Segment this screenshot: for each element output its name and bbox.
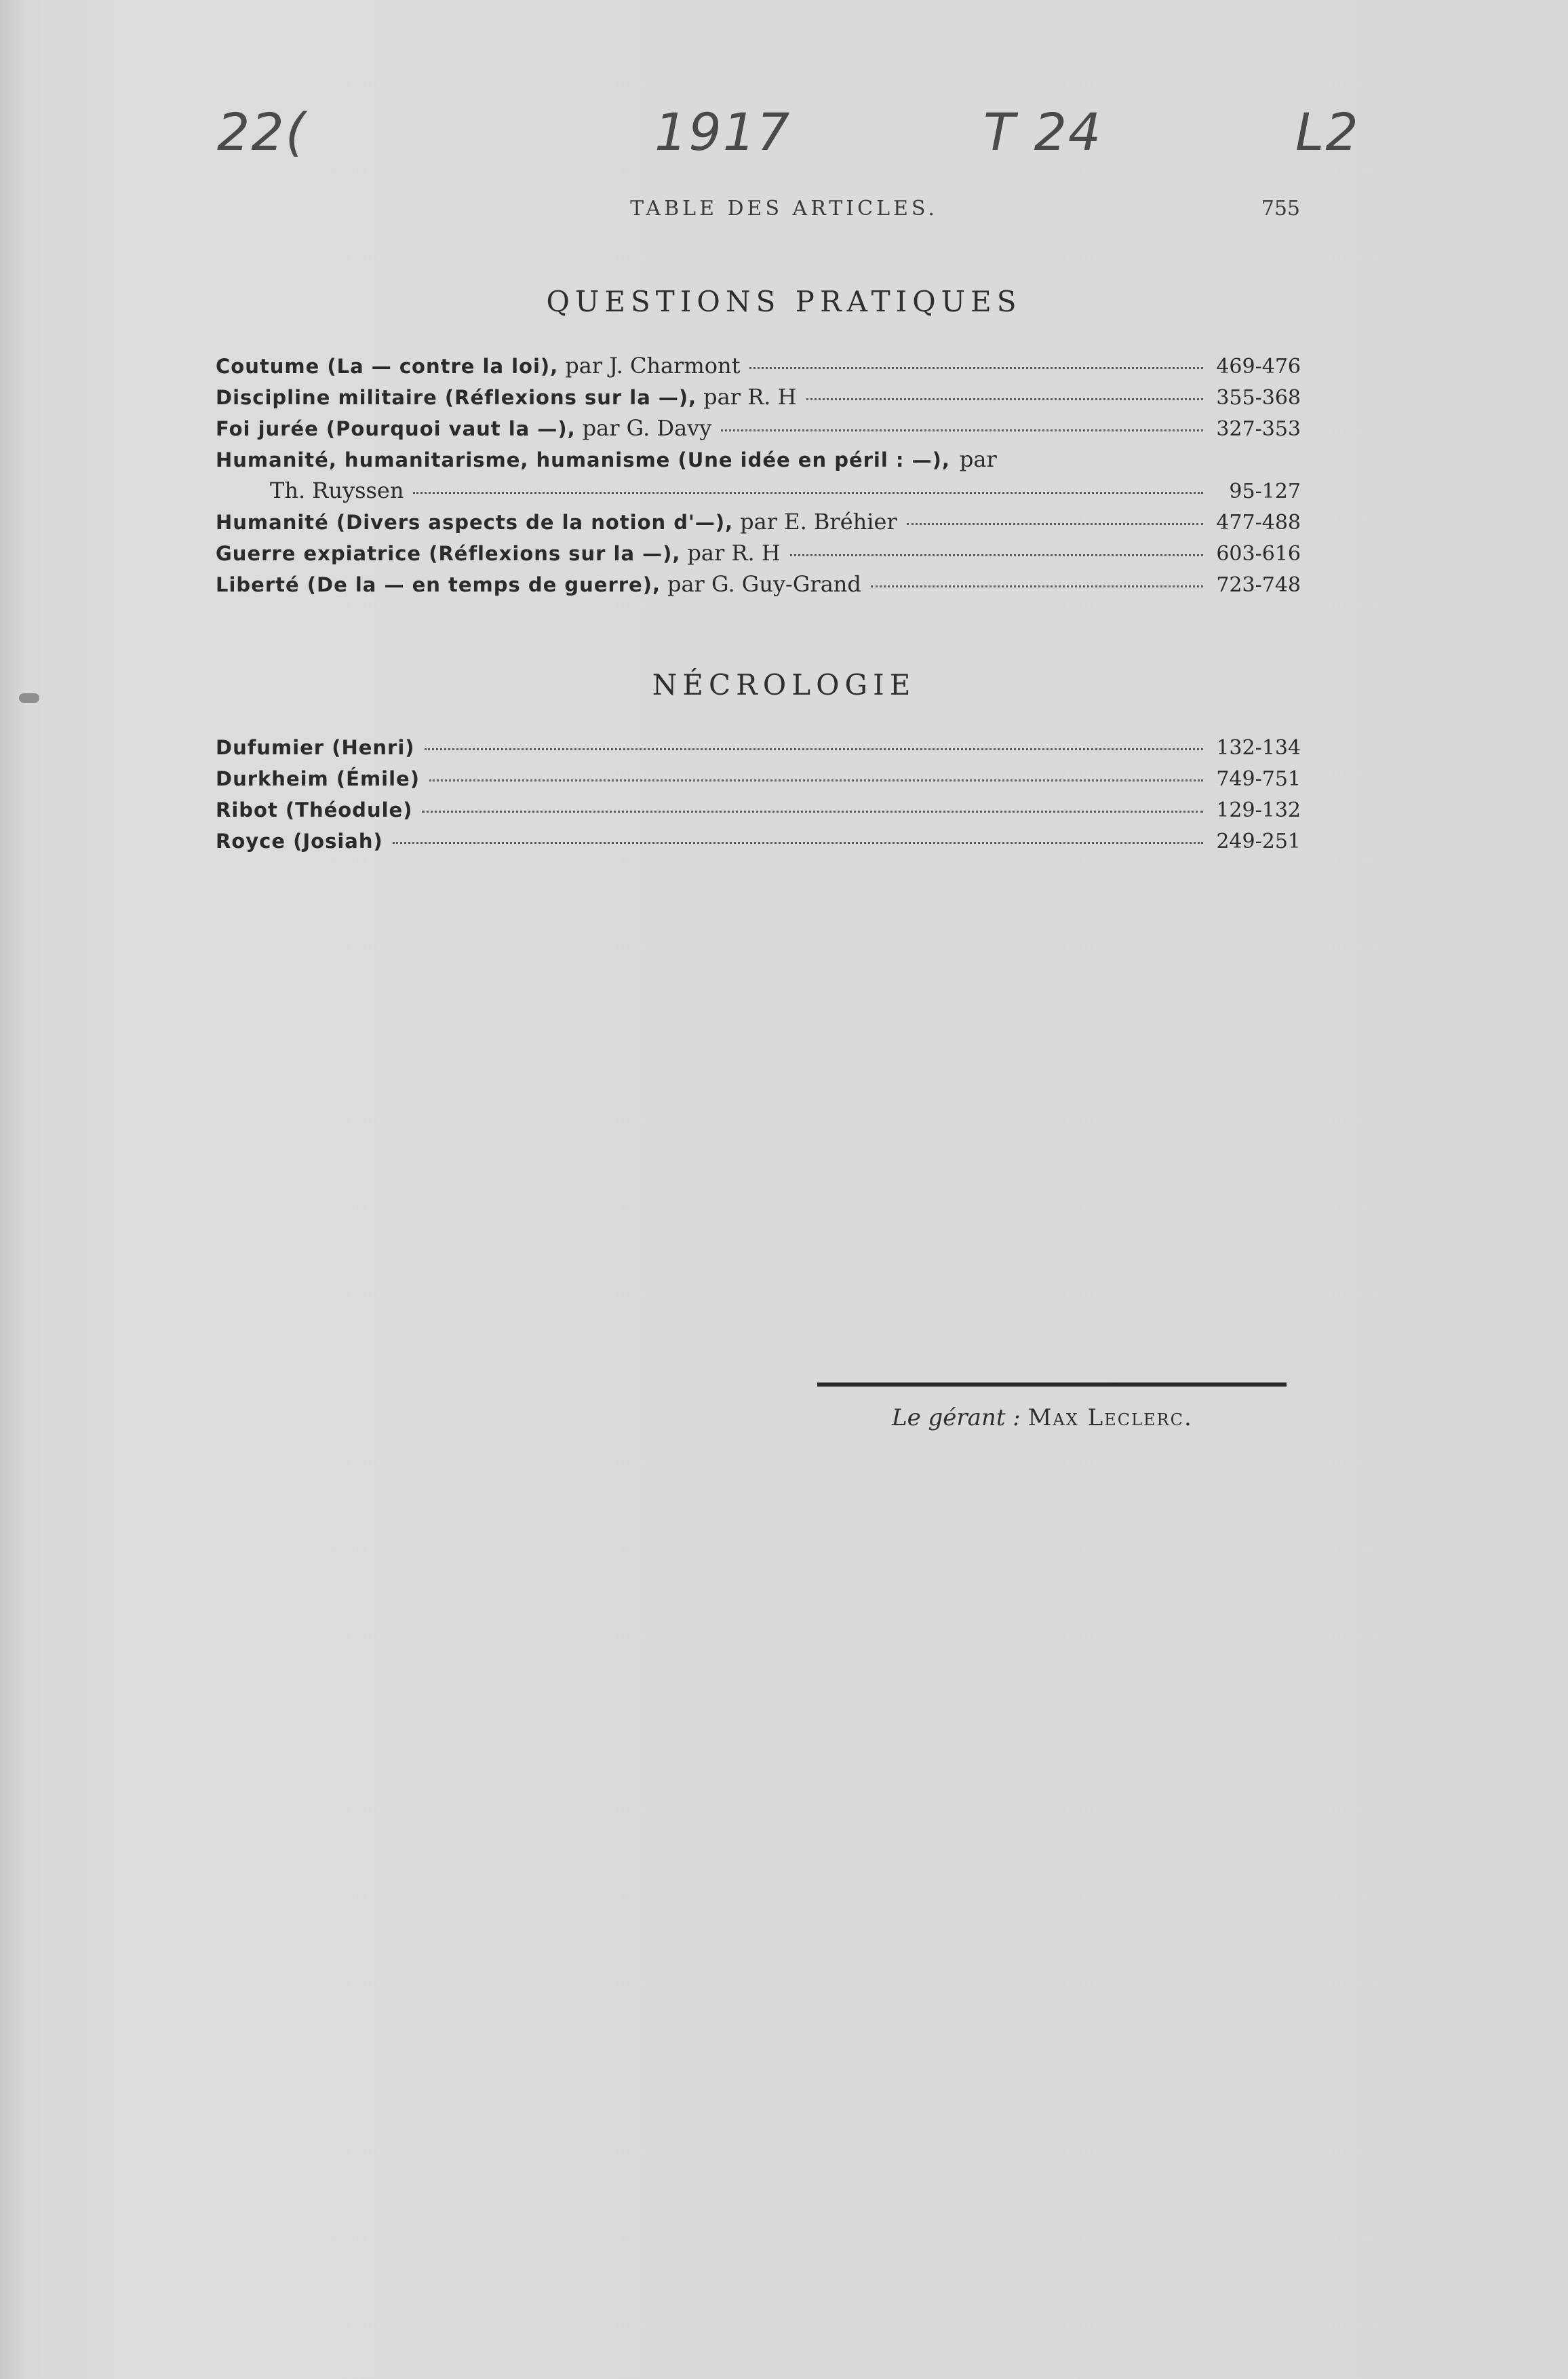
- dot-leader: [907, 523, 1203, 525]
- index-entry: Humanité, humanitarisme, humanisme (Une idée en péril : —), par: [216, 446, 997, 472]
- dot-leader: [721, 429, 1203, 431]
- dot-leader: [425, 748, 1203, 750]
- index-entry: Guerre expiatrice (Réflexions sur la —), par R. H 603-616: [216, 540, 1301, 566]
- index-entry: Discipline militaire (Réflexions sur la —), par R. H 355-368: [216, 384, 1301, 410]
- footer-rule: [817, 1382, 1287, 1387]
- handwritten-tome: T 24: [983, 102, 1103, 162]
- dot-leader: [422, 811, 1203, 813]
- handwritten-note-right: L2: [1295, 102, 1360, 162]
- dot-leader: [429, 779, 1203, 781]
- publisher-signature: [892, 1404, 1193, 1431]
- signature-name: Max Leclerc.: [1027, 1404, 1193, 1431]
- index-entry: Foi jurée (Pourquoi vaut la —), par G. Davy 327-353: [216, 415, 1301, 441]
- index-entry-continuation: Th. Ruyssen 95-127: [270, 478, 1301, 503]
- page-range: 469-476: [1216, 355, 1301, 379]
- page-range: 129-132: [1216, 798, 1301, 822]
- page-range: 355-368: [1216, 386, 1301, 410]
- index-entry: Coutume (La — contre la loi), par J. Charmont 469-476: [216, 353, 1301, 379]
- page-range: 132-134: [1216, 736, 1301, 760]
- page-number: 755: [1261, 197, 1300, 220]
- dot-leader: [806, 398, 1203, 400]
- section-title-necrologie: NÉCROLOGIE: [652, 668, 916, 701]
- page-range: 603-616: [1216, 542, 1301, 566]
- index-entry: Durkheim (Émile) 749-751: [216, 767, 1301, 791]
- dot-leader: [749, 367, 1203, 369]
- page-range: 95-127: [1229, 480, 1301, 503]
- index-entry: Ribot (Théodule) 129-132: [216, 798, 1301, 822]
- running-title: TABLE DES ARTICLES.: [630, 197, 938, 220]
- page-range: 477-488: [1216, 511, 1301, 535]
- page-range: 723-748: [1216, 573, 1301, 597]
- dot-leader: [393, 842, 1203, 844]
- page-range: 327-353: [1216, 417, 1301, 441]
- dot-leader: [413, 492, 1203, 494]
- index-entry: Humanité (Divers aspects de la notion d'—), par E. Bréhier 477-488: [216, 509, 1301, 535]
- signature-label: Le gérant :: [892, 1404, 1021, 1431]
- questions-entry-list: [216, 353, 1301, 602]
- index-entry: Royce (Josiah) 249-251: [216, 830, 1301, 853]
- necrologie-entry-list: [216, 736, 1301, 861]
- index-entry: Dufumier (Henri) 132-134: [216, 736, 1301, 760]
- page-range: 249-251: [1216, 830, 1301, 853]
- dot-leader: [790, 554, 1203, 556]
- page-range: 749-751: [1216, 767, 1301, 791]
- dot-leader: [871, 585, 1203, 587]
- index-entry: Liberté (De la — en temps de guerre), par G. Guy-Grand 723-748: [216, 571, 1301, 597]
- handwritten-note-left: 22(: [217, 102, 307, 162]
- handwritten-year: 1917: [654, 102, 791, 162]
- section-title-questions: QUESTIONS PRATIQUES: [546, 285, 1022, 318]
